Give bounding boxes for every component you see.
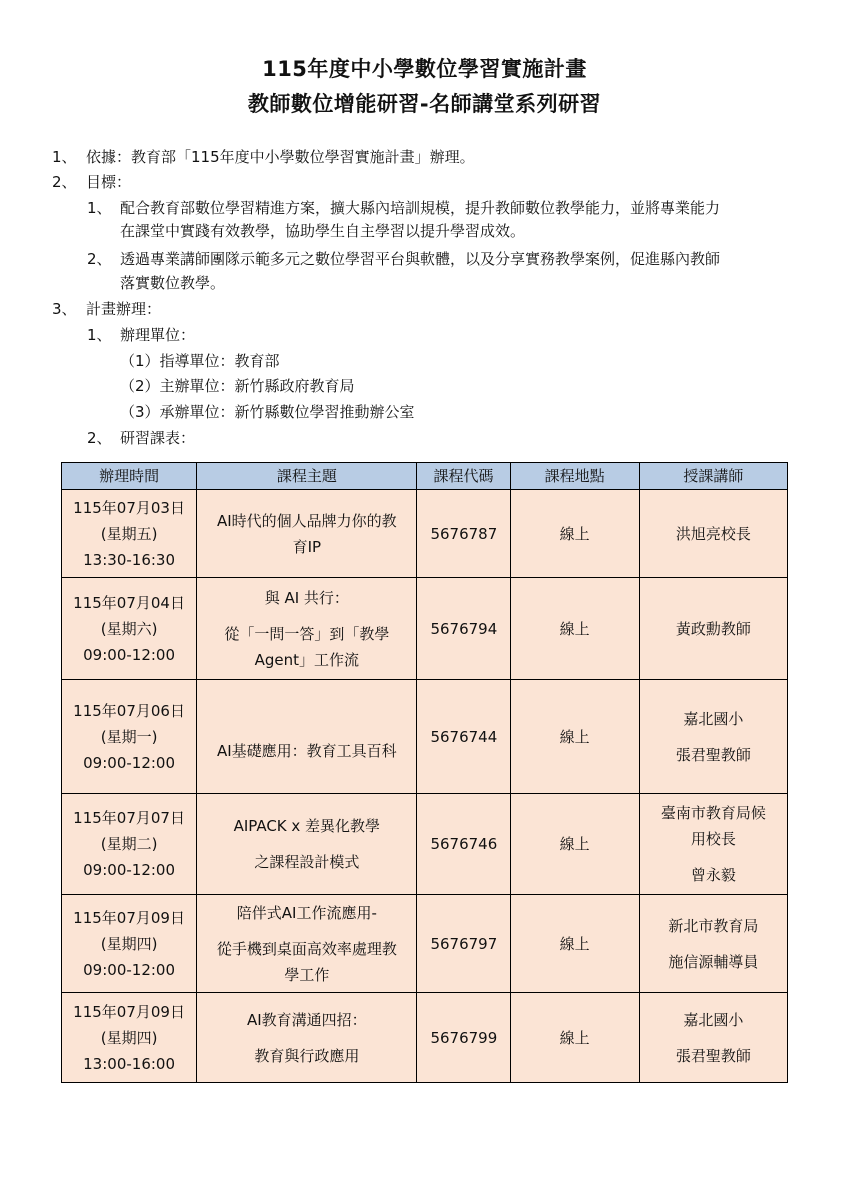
table-row	[62, 794, 788, 895]
basis-text: 依據：教育部「115年度中小學數位學習實施計畫」辦理。	[86, 148, 475, 166]
course-topic	[197, 895, 417, 993]
course-instructor	[639, 578, 787, 680]
table-row	[62, 993, 788, 1083]
course-instructor	[639, 895, 787, 993]
topic-line: 學工作	[284, 965, 330, 984]
session-date: 115年07月09日	[73, 908, 185, 927]
course-location: 線上	[510, 578, 639, 680]
goal-1-line-1: 配合教育部數位學習精進方案，擴大縣內培訓規模，提升教師數位教學能力，並將專業能力	[120, 199, 721, 217]
schedule-table	[61, 462, 788, 1083]
course-instructor	[639, 794, 787, 895]
session-time	[62, 490, 197, 578]
course-topic	[197, 794, 417, 895]
session-hours: 13:00-16:00	[83, 1054, 176, 1073]
topic-line: AI時代的個人品牌力你的教	[216, 511, 397, 530]
topic-line: 陪伴式AI工作流應用-	[236, 903, 377, 922]
instructor-line: 洪旭亮校長	[675, 524, 751, 543]
topic-line: AIPACK x 差異化教學	[233, 817, 381, 835]
instructor-line: 施信源輔導員	[668, 952, 759, 971]
topic-line: 之課程設計模式	[254, 853, 360, 871]
session-hours: 09:00-12:00	[83, 861, 176, 879]
course-topic	[197, 680, 417, 794]
session-date: 115年07月03日	[73, 498, 185, 517]
session-time	[62, 578, 197, 680]
session-date: 115年07月07日	[73, 809, 185, 827]
session-time	[62, 895, 197, 993]
course-code: 5676799	[417, 993, 510, 1083]
session-time	[62, 993, 197, 1083]
table-row	[62, 680, 788, 794]
item-number: 2、	[87, 250, 112, 268]
session-time	[62, 680, 197, 794]
goal-2-line-2: 落實數位教學。	[120, 274, 226, 292]
session-date: 115年07月09日	[73, 1002, 185, 1021]
course-topic	[197, 993, 417, 1083]
item-number: 2、	[87, 429, 112, 447]
instructor-line: 臺南市教育局候	[660, 804, 766, 822]
session-weekday: (星期四)	[100, 934, 158, 953]
unit-organizer: （2）主辦單位：新竹縣政府教育局	[120, 377, 355, 395]
unit-supervisor: （1）指導單位：教育部	[120, 352, 280, 370]
course-location: 線上	[510, 680, 639, 794]
header-instructor: 授課講師	[639, 463, 787, 490]
document-subtitle: 教師數位增能研習-名師講堂系列研習	[247, 92, 602, 116]
topic-line: 從手機到桌面高效率處理教	[216, 939, 397, 958]
table-row	[62, 895, 788, 993]
plan-label: 計畫辦理：	[86, 300, 162, 318]
instructor-line: 張君聖教師	[675, 745, 751, 764]
topic-line: 育IP	[292, 537, 322, 556]
instructor-line: 嘉北國小	[683, 1010, 744, 1029]
instructor-line: 曾永毅	[690, 866, 736, 884]
header-location: 課程地點	[510, 463, 639, 490]
topic-line: AI基礎應用：教育工具百科	[216, 741, 397, 760]
session-date: 115年07月06日	[73, 701, 185, 720]
course-code: 5676797	[417, 895, 510, 993]
section-number: 3、	[52, 300, 77, 318]
session-weekday: (星期二)	[100, 835, 158, 853]
topic-line: AI教育溝通四招：	[246, 1010, 367, 1029]
goal-label: 目標：	[86, 173, 132, 191]
course-code: 5676787	[417, 490, 510, 578]
course-instructor	[639, 993, 787, 1083]
table-header-row	[62, 463, 788, 490]
units-label: 辦理單位：	[120, 326, 196, 344]
course-location: 線上	[510, 794, 639, 895]
goal-1-line-2: 在課堂中實踐有效教學，協助學生自主學習以提升學習成效。	[120, 222, 526, 240]
topic-line: 與 AI 共行：	[264, 588, 349, 607]
session-time	[62, 794, 197, 895]
schedule-label: 研習課表：	[120, 429, 196, 447]
course-topic	[197, 490, 417, 578]
course-code: 5676744	[417, 680, 510, 794]
section-number: 2、	[52, 173, 77, 191]
course-instructor	[639, 680, 787, 794]
header-time: 辦理時間	[62, 463, 197, 490]
goal-2-line-1: 透過專業講師團隊示範多元之數位學習平台與軟體，以及分享實務教學案例，促進縣內教師	[120, 250, 721, 268]
session-weekday: (星期四)	[100, 1028, 158, 1047]
session-weekday: (星期六)	[100, 619, 158, 638]
unit-executor: （3）承辦單位：新竹縣數位學習推動辦公室	[120, 403, 415, 421]
course-instructor	[639, 490, 787, 578]
header-code: 課程代碼	[417, 463, 510, 490]
session-hours: 09:00-12:00	[83, 960, 176, 979]
instructor-line: 張君聖教師	[675, 1046, 751, 1065]
instructor-line: 用校長	[690, 830, 736, 848]
item-number: 1、	[87, 199, 112, 217]
topic-line: 從「一問一答」到「教學	[224, 624, 390, 643]
instructor-line: 新北市教育局	[668, 916, 759, 935]
course-location: 線上	[510, 993, 639, 1083]
session-weekday: (星期五)	[100, 524, 158, 543]
item-number: 1、	[87, 326, 112, 344]
course-location: 線上	[510, 895, 639, 993]
course-code: 5676746	[417, 794, 510, 895]
session-hours: 09:00-12:00	[83, 645, 176, 664]
topic-line: 教育與行政應用	[254, 1046, 360, 1065]
session-date: 115年07月04日	[73, 593, 185, 612]
section-number: 1、	[52, 148, 77, 166]
header-topic: 課程主題	[197, 463, 417, 490]
course-location: 線上	[510, 490, 639, 578]
instructor-line: 嘉北國小	[683, 709, 744, 728]
course-code: 5676794	[417, 578, 510, 680]
topic-line: Agent」工作流	[254, 650, 360, 669]
table-row	[62, 578, 788, 680]
document-title: 115年度中小學數位學習實施計畫	[262, 57, 587, 81]
course-topic	[197, 578, 417, 680]
table-row	[62, 490, 788, 578]
session-weekday: (星期一)	[100, 727, 158, 746]
session-hours: 13:30-16:30	[83, 550, 176, 569]
instructor-line: 黃政勳教師	[675, 619, 751, 638]
session-hours: 09:00-12:00	[83, 753, 176, 772]
